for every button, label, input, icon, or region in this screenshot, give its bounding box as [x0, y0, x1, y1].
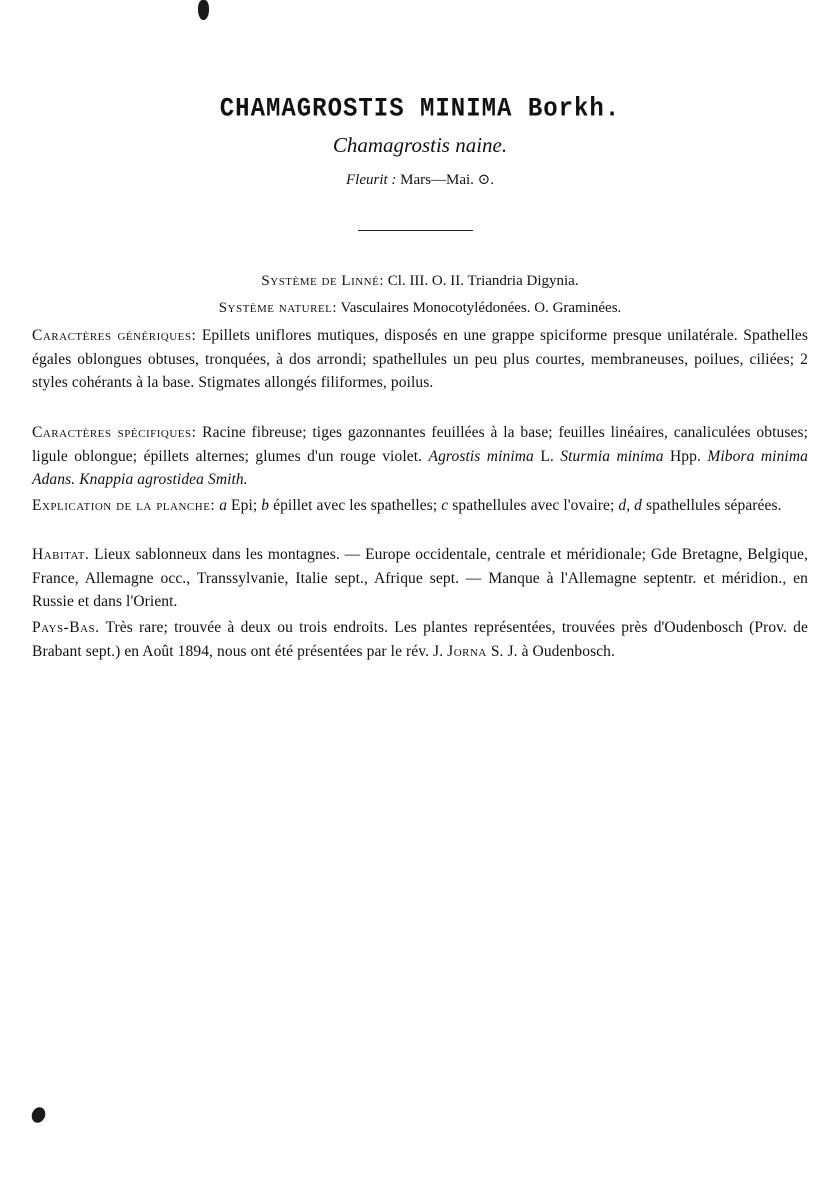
fig-c: c [441, 497, 449, 514]
ink-speck-bottom [29, 1105, 48, 1125]
naturel-text: Vasculaires Monocotylédonées. O. Graminées. [337, 300, 622, 316]
page-subtitle: Chamagrostis naine. [332, 133, 508, 157]
fig-d: d, d [618, 497, 643, 514]
synonym-2-author: Hpp. [663, 447, 708, 465]
paysbas-label: Pays-Bas. [32, 619, 100, 636]
fig-c-text: spathellules avec l'ovaire; [448, 497, 619, 514]
flowering-label: Fleurit : [346, 172, 397, 188]
synonym-3: Mibora minima Adans. Knappia agrostidea Smith. [32, 447, 808, 488]
generic-characters [32, 324, 808, 395]
fig-a-text: Epi; [227, 497, 262, 514]
specific-characters [32, 421, 808, 492]
linne-text: Cl. III. O. II. Triandria Digynia. [384, 273, 579, 289]
ink-speck-top [198, 0, 209, 20]
synonym-2: Sturmia minima [560, 447, 664, 465]
fig-d-text: spathellules séparées. [642, 497, 782, 514]
flowering-value: Mars—Mai. ⊙. [400, 172, 494, 188]
synonym-1-author: L. [533, 447, 554, 465]
page-title: CHAMAGROSTIS MINIMA Borkh. [219, 94, 621, 125]
habitat [32, 543, 808, 614]
paysbas-name: Jorna [447, 642, 487, 660]
paysbas-text: Très rare; trouvée à deux ou trois endroits. Les plantes représentées, trouvées près d'Oudenbosch (Prov. de Brabant sept.) en Août 1894, nous ont été présentées par le rév. J. [32, 619, 808, 660]
explication-label: Explication de la planche: [32, 497, 216, 514]
linne-system [0, 273, 840, 290]
divider-rule [358, 230, 473, 231]
specifiques-label: Caractères spécifiques: [32, 424, 197, 441]
specifiques-text: Racine fibreuse; tiges gazonnantes feuillées à la base; feuilles linéaires, canaliculées obtuses; ligule oblongue; épillets alternes; glumes d'un rouge violet. [32, 424, 808, 465]
fig-a: a [219, 497, 228, 514]
habitat-label: Habitat. [32, 546, 90, 563]
plate-explanation [32, 494, 808, 518]
natural-system [0, 300, 840, 317]
habitat-text: Lieux sablonneux dans les montagnes. — Europe occidentale, centrale et méridionale; Gde Bretagne, Belgique, France, Allemagne occ., Transsylvanie, Italie sept., Afrique sept. — Manque à l'Allemagne septentr. et méridion., en Russie et dans l'Orient. [32, 546, 808, 610]
fig-b: b [261, 497, 270, 514]
pays-bas [32, 616, 808, 663]
linne-label: Système de Linné: [261, 273, 385, 289]
flowering-period [0, 170, 840, 189]
generiques-text: Epillets uniflores mutiques, disposés en une grappe spiciforme presque unilatérale. Spathelles égales oblongues obtuses, tronquées, à dos arrondi; spathellules un peu plus courtes, membraneuses, poilues, ciliées; 2 styles cohérants à la base. Stigmates allongés filiformes, poilus. [32, 327, 808, 391]
synonym-1: Agrostis minima [428, 447, 534, 465]
paysbas-tail: S. J. à Oudenbosch. [486, 642, 616, 660]
generiques-label: Caractères génériques: [32, 327, 197, 344]
fig-b-text: épillet avec les spathelles; [269, 497, 442, 514]
naturel-label: Système naturel: [218, 300, 338, 316]
